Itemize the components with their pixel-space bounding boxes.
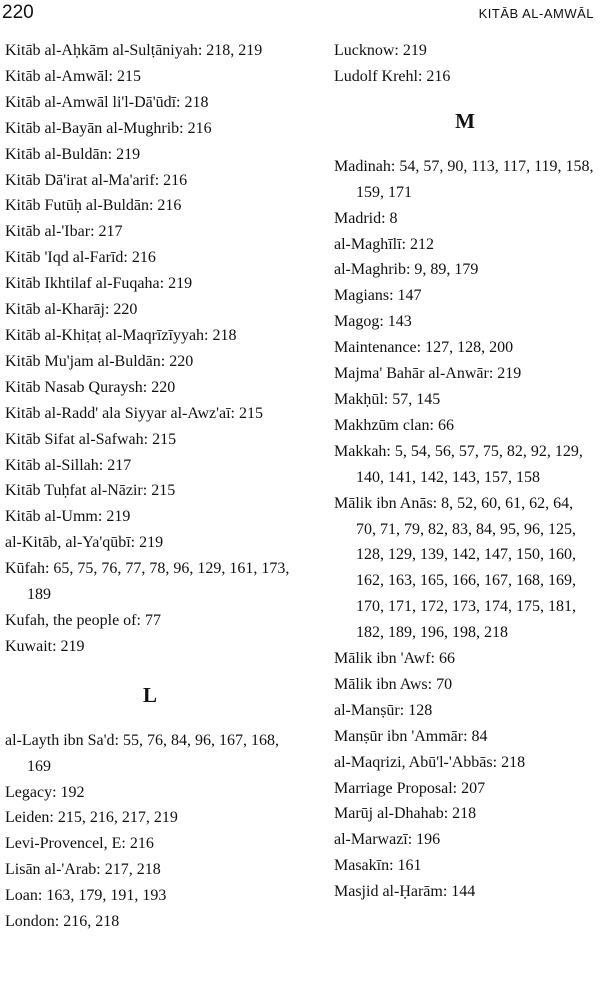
index-entry: al-Maghīlī: 212 (334, 235, 434, 253)
page-header (0, 0, 600, 32)
index-entry: Makkah: 5, 54, 56, 57, 75, 82, 92, 129, 140, 141, 142, 143, 157, 158 (334, 442, 583, 486)
index-entry: Kitāb al-Kharāj: 220 (5, 301, 138, 319)
index-entry: Kitāb al-Amwāl li'l-Dā'ūdī: 218 (5, 93, 209, 111)
index-entry: al-Manṣūr: 128 (334, 701, 433, 719)
index-entry: Marriage Proposal: 207 (334, 779, 486, 797)
index-entry: Lisān al-'Arab: 217, 218 (5, 861, 161, 879)
index-entry: Levi-Provencel, E: 216 (5, 835, 154, 853)
index-group-l-continued (334, 38, 596, 90)
index-entry: Kitāb Futūḥ al-Buldān: 216 (5, 197, 182, 215)
index-entry: Manṣūr ibn 'Ammār: 84 (334, 727, 488, 745)
index-entry: Makḥūl: 57, 145 (334, 390, 441, 408)
page-number: 220 (2, 2, 34, 23)
index-entry: al-Marwazī: 196 (334, 831, 441, 849)
index-entry: Kitāb al-Buldān: 219 (5, 145, 141, 163)
index-entry: Kūfah: 65, 75, 76, 77, 78, 96, 129, 161, 173, 189 (5, 560, 290, 604)
index-entry: Kitāb Sifat al-Safwah: 215 (5, 430, 177, 448)
index-column-right (334, 38, 596, 905)
section-letter-l: L (142, 682, 157, 707)
index-entry: Kitāb al-Sillah: 217 (5, 456, 132, 474)
index-entry: Masakīn: 161 (334, 857, 422, 875)
index-entry: Kitāb al-Umm: 219 (5, 508, 131, 526)
index-entry: Kitāb Nasab Quraysh: 220 (5, 378, 176, 396)
index-entry: Kufah, the people of: 77 (5, 611, 161, 629)
index-entry: Mālik ibn Aws: 70 (334, 675, 453, 693)
index-entry: al-Maqrizi, Abū'l-'Abbās: 218 (334, 753, 526, 771)
index-entry: Kitāb Dā'irat al-Ma'arif: 216 (5, 171, 188, 189)
index-entry: Kitāb al-Aḥkām al-Sulṭāniyah: 218, 219 (5, 42, 263, 59)
index-group-k (5, 38, 295, 660)
index-entry: al-Kitāb, al-Ya'qūbī: 219 (5, 534, 164, 552)
index-entry: Lucknow: 219 (334, 42, 427, 59)
index-group-m (334, 154, 596, 905)
index-entry: Masjid al-Ḥarām: 144 (334, 883, 476, 901)
index-group-l (5, 728, 295, 935)
index-entry: Maintenance: 127, 128, 200 (334, 339, 514, 357)
index-entry: Leiden: 215, 216, 217, 219 (5, 809, 178, 827)
index-entry: Mālik ibn Anās: 8, 52, 60, 61, 62, 64, 70, 71, 79, 82, 83, 84, 95, 96, 125, 128, 129, 139, 142, 147, 150, 160, 162, 163, 165, 166, 167, 168, 169, 170, 171, 172, 173, 174, 175, 181, 182, 189, 196, 198, 218 (334, 494, 576, 642)
index-entry: Kitāb Tuḥfat al-Nāzir: 215 (5, 482, 176, 500)
index-entry: Kitāb 'Iqd al-Farīd: 216 (5, 249, 156, 267)
index-entry: al-Maghrib: 9, 89, 179 (334, 261, 479, 279)
index-entry: Kitāb al-Radd' ala Siyyar al-Awz'aī: 215 (5, 404, 263, 422)
index-entry: Magog: 143 (334, 313, 412, 331)
index-column-left (5, 38, 295, 935)
index-entry: Magians: 147 (334, 287, 422, 305)
index-entry: Marūj al-Dhahab: 218 (334, 805, 477, 823)
index-entry: Kitāb al-Khiṭaṭ al-Maqrīzīyyah: 218 (5, 326, 237, 344)
index-entry: Loan: 163, 179, 191, 193 (5, 887, 167, 905)
index-entry: Kitāb al-Amwāl: 215 (5, 67, 141, 85)
index-entry: al-Layth ibn Sa'd: 55, 76, 84, 96, 167, 168, 169 (5, 731, 279, 775)
index-entry: Ludolf Krehl: 216 (334, 67, 451, 85)
index-entry: Makhzūm clan: 66 (334, 416, 454, 434)
index-entry: Majma' Bahār al-Anwār: 219 (334, 365, 522, 383)
running-head: KITĀB AL-AMWĀL (478, 6, 594, 21)
index-entry: Mālik ibn 'Awf: 66 (334, 650, 455, 668)
index-entry: Legacy: 192 (5, 783, 85, 801)
index-entry: Madinah: 54, 57, 90, 113, 117, 119, 158, 159, 171 (334, 157, 594, 201)
index-entry: Madrid: 8 (334, 209, 398, 227)
index-entry: Kuwait: 219 (5, 637, 85, 655)
index-entry: Kitāb Mu'jam al-Buldān: 220 (5, 352, 194, 370)
index-entry: Kitāb Ikhtilaf al-Fuqaha: 219 (5, 275, 193, 293)
section-letter-m: M (455, 108, 475, 133)
index-entry: Kitāb al-Bayān al-Mughrib: 216 (5, 119, 212, 137)
index-entry: Kitāb al-'Ibar: 217 (5, 223, 123, 241)
index-entry: London: 216, 218 (5, 913, 120, 931)
